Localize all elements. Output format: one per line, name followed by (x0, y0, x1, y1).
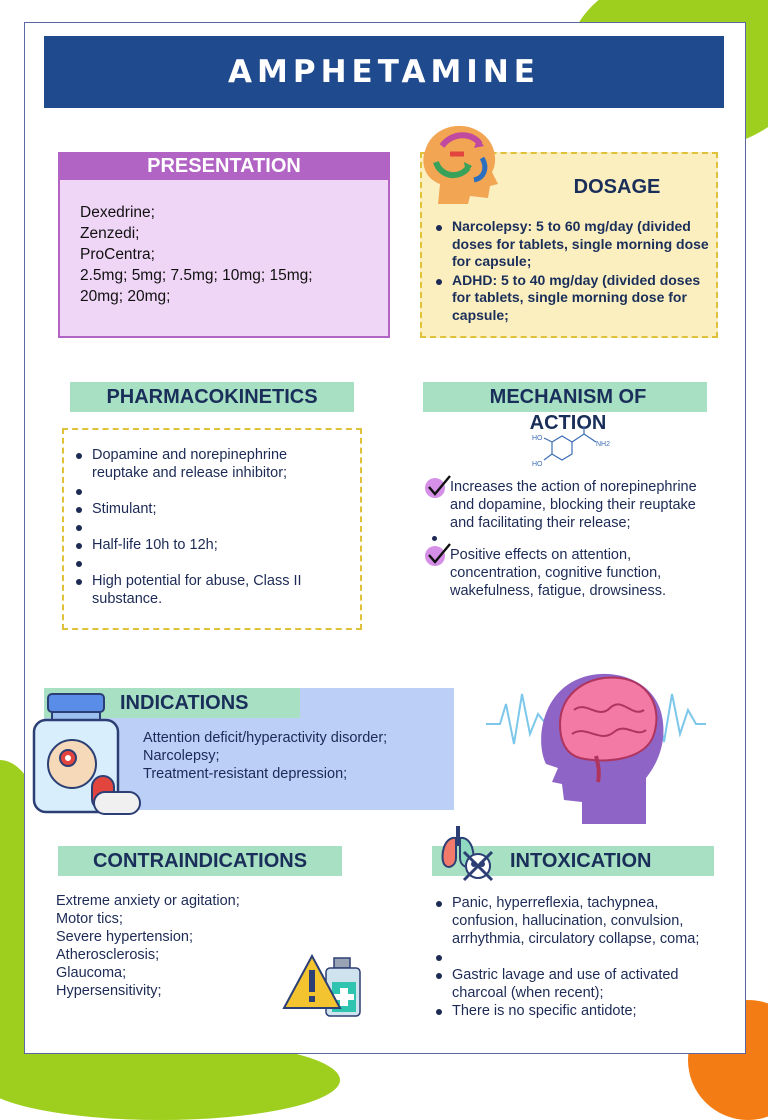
check-icon (424, 542, 452, 568)
mechanism-spacer-bullet (424, 532, 714, 546)
mechanism-heading: MECHANISM OF ACTION (489, 386, 647, 434)
head-arrows-icon (418, 118, 506, 208)
lungs-skull-icon (438, 822, 498, 886)
title-banner (44, 36, 724, 108)
pharmacokinetics-item: High potential for abuse, Class II substance. (76, 572, 346, 608)
brain-head-icon (486, 664, 706, 828)
contraindications-line: Glaucoma; (56, 965, 127, 981)
contraindications-heading: CONTRAINDICATIONS (58, 846, 342, 876)
intoxication-item: Gastric lavage and use of activated charcoal (when recent); (436, 966, 716, 1002)
pharmacokinetics-item (76, 482, 346, 500)
pharmacokinetics-item: Half-life 10h to 12h; (76, 536, 346, 554)
molecule-icon (530, 424, 620, 472)
molecule-label: NH2 (596, 441, 611, 448)
page-title: AMPHETAMINE (228, 54, 540, 90)
presentation-section (58, 152, 390, 338)
dosage-item: Narcolepsy: 5 to 60 mg/day (divided doses for tablets, single morning dose for capsule; (436, 218, 716, 271)
presentation-line: 2.5mg; 5mg; 7.5mg; 10mg; 15mg; (80, 267, 313, 284)
contraindications-line: Motor tics; (56, 911, 123, 927)
mechanism-item-text: Increases the action of norepinephrine and dopamine, blocking their reuptake and facilitating their release; (450, 479, 697, 531)
pharmacokinetics-item (76, 554, 346, 572)
pharmacokinetics-heading: PHARMACOKINETICS (70, 382, 354, 412)
contraindications-line: Extreme anxiety or agitation; (56, 893, 240, 909)
mechanism-item-text: Positive effects on attention, concentration, cognitive function, wakefulness, fatigue, drowsiness. (450, 547, 666, 599)
presentation-line: 20mg; 20mg; (80, 288, 171, 305)
presentation-list (60, 180, 388, 307)
contraindications-line: Atherosclerosis; (56, 947, 160, 963)
intoxication-item (436, 948, 716, 966)
intoxication-item: There is no specific antidote; (436, 1002, 716, 1020)
presentation-line: ProCentra; (80, 246, 155, 263)
indications-line: Narcolepsy; (143, 748, 220, 764)
presentation-line: Zenzedi; (80, 225, 140, 242)
pharmacokinetics-section (62, 428, 362, 630)
molecule-label: HO (532, 461, 543, 468)
mechanism-item (424, 478, 714, 532)
presentation-line: Dexedrine; (80, 204, 155, 221)
check-icon (424, 474, 452, 500)
pharmacokinetics-item: Dopamine and norepinephrine reuptake and release inhibitor; (76, 446, 346, 482)
pharmacokinetics-item: Stimulant; (76, 500, 346, 518)
pharmacokinetics-list (64, 446, 346, 608)
dosage-item: ADHD: 5 to 40 mg/day (divided doses for tablets, single morning dose for capsule; (436, 272, 716, 325)
intoxication-heading: INTOXICATION (510, 850, 652, 872)
intoxication-list (426, 894, 716, 1020)
indications-line: Attention deficit/hyperactivity disorder; (143, 730, 388, 746)
medicine-bottle-icon (30, 692, 142, 818)
indications-list (143, 729, 443, 783)
dosage-list (426, 218, 716, 324)
mechanism-list (424, 478, 714, 600)
mechanism-item (424, 546, 714, 600)
contraindications-line: Severe hypertension; (56, 929, 194, 945)
contraindications-list (56, 892, 286, 1000)
molecule-label: HO (532, 435, 543, 442)
presentation-heading: PRESENTATION (58, 152, 390, 180)
intoxication-item: Panic, hyperreflexia, tachypnea, confusion, hallucination, convulsion, arrhythmia, circulatory collapse, coma; (436, 894, 716, 948)
indications-line: Treatment-resistant depression; (143, 766, 348, 782)
contraindications-line: Hypersensitivity; (56, 983, 162, 999)
warning-icon (282, 952, 374, 1018)
indications-heading: INDICATIONS (120, 692, 249, 714)
pharmacokinetics-item (76, 518, 346, 536)
dosage-heading: DOSAGE (573, 176, 661, 198)
